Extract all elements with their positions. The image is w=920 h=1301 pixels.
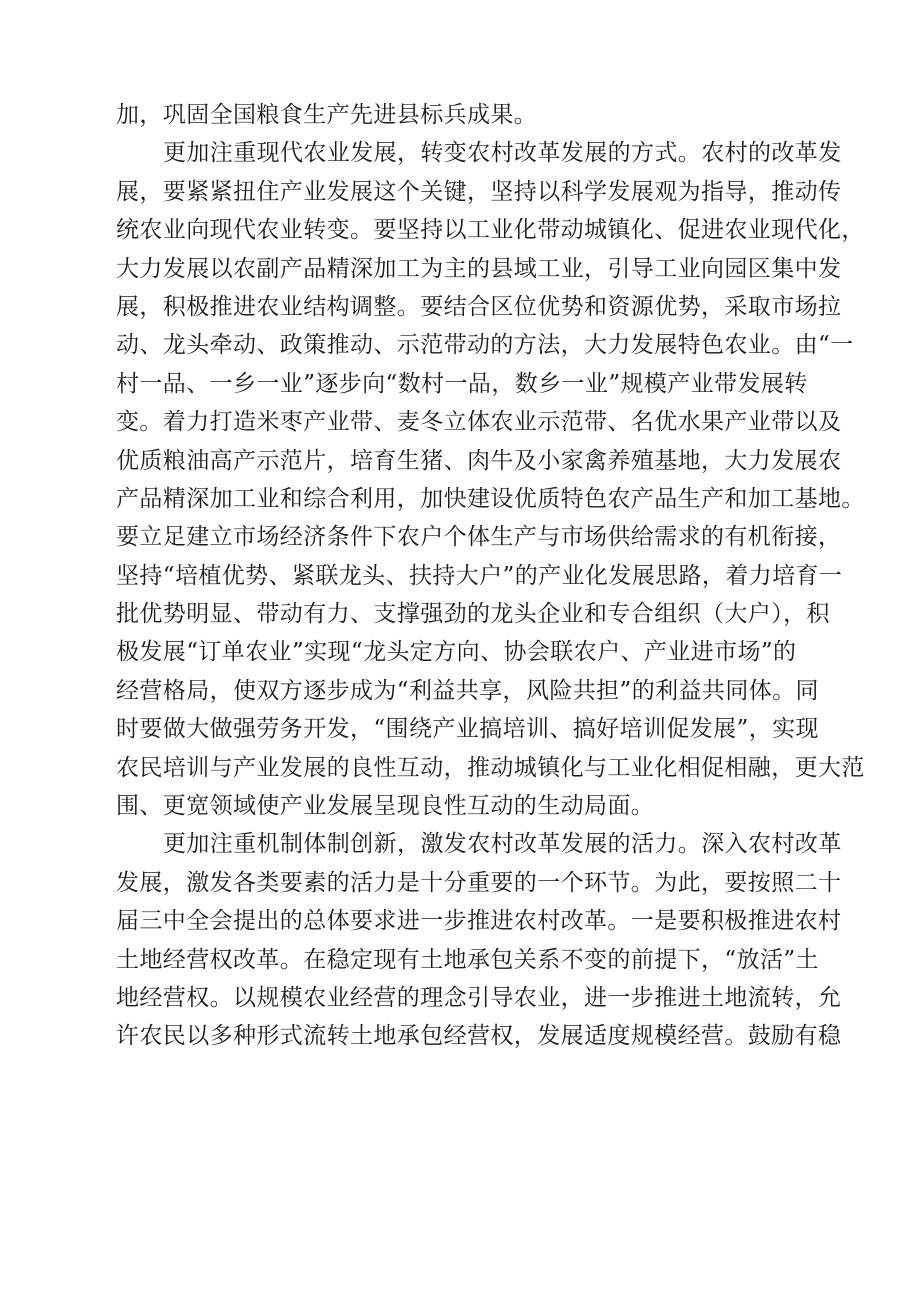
text-line: 发展，激发各类要素的活力是十分重要的一个环节。为此，要按照二十: [116, 869, 842, 896]
text-line: 时要做大做强劳务开发，“围绕产业搞培训、搞好培训促发展”，实现: [116, 716, 819, 743]
text-line: 村一品、一乡一业”逐步向“数村一品，数乡一业”规模产业带发展转: [116, 370, 808, 397]
paragraph-start-line: 更加注重现代农业发展，转变农村改革发展的方式。农村的改革发: [163, 140, 842, 167]
text-line: 产品精深加工业和综合利用，加快建设优质特色农产品生产和加工基地。: [116, 485, 865, 512]
text-line: 极发展“订单农业”实现“龙头定方向、协会联农户、产业进市场”的: [116, 639, 797, 666]
text-line: 动、龙头牵动、政策推动、示范带动的方法，大力发展特色农业。由“一: [116, 332, 854, 359]
text-line: 地经营权。以规模农业经营的理念引导农业，进一步推进土地流转，允: [116, 984, 842, 1011]
body-text: [116, 96, 865, 1056]
text-line: 变。着力打造米枣产业带、麦冬立体农业示范带、名优水果产业带以及: [116, 409, 842, 436]
text-line: 批优势明显、带动有力、支撑强劲的龙头企业和专合组织（大户），积: [116, 601, 830, 628]
paragraph-start-line: 更加注重机制体制创新，激发农村改革发展的活力。深入农村改革: [163, 831, 842, 858]
text-line: 加，巩固全国粮食生产先进县标兵成果。: [116, 102, 538, 128]
text-line: 经营格局，使双方逐步成为“利益共享，风险共担”的利益共同体。同: [116, 677, 819, 704]
text-line: 大力发展以农副产品精深加工为主的县域工业，引导工业向园区集中发: [116, 255, 842, 282]
text-line: 要立足建立市场经济条件下农户个体生产与市场供给需求的有机衔接，: [116, 524, 842, 551]
text-line: 优质粮油高产示范片，培育生猪、肉牛及小家禽养殖基地，大力发展农: [116, 447, 842, 474]
text-line: 届三中全会提出的总体要求进一步推进农村改革。一是要积极推进农村: [116, 908, 842, 935]
text-line: 展，积极推进农业结构调整。要结合区位优势和资源优势，采取市场拉: [116, 293, 842, 320]
text-line: 土地经营权改革。在稳定现有土地承包关系不变的前提下，“放活”土: [116, 946, 819, 973]
text-line: 统农业向现代农业转变。要坚持以工业化带动城镇化、促进农业现代化，: [116, 217, 865, 244]
text-line: 围、更宽领域使产业发展呈现良性互动的生动局面。: [116, 793, 655, 820]
text-line: 农民培训与产业发展的良性互动，推动城镇化与工业化相促相融，更大范: [116, 754, 865, 781]
text-line: 许农民以多种形式流转土地承包经营权，发展适度规模经营。鼓励有稳: [116, 1023, 842, 1050]
text-line: 展，要紧紧扭住产业发展这个关键，坚持以科学发展观为指导，推动传: [116, 178, 842, 205]
text-line: 坚持“培植优势、紧联龙头、扶持大户”的产业化发展思路，着力培育一: [116, 562, 843, 589]
